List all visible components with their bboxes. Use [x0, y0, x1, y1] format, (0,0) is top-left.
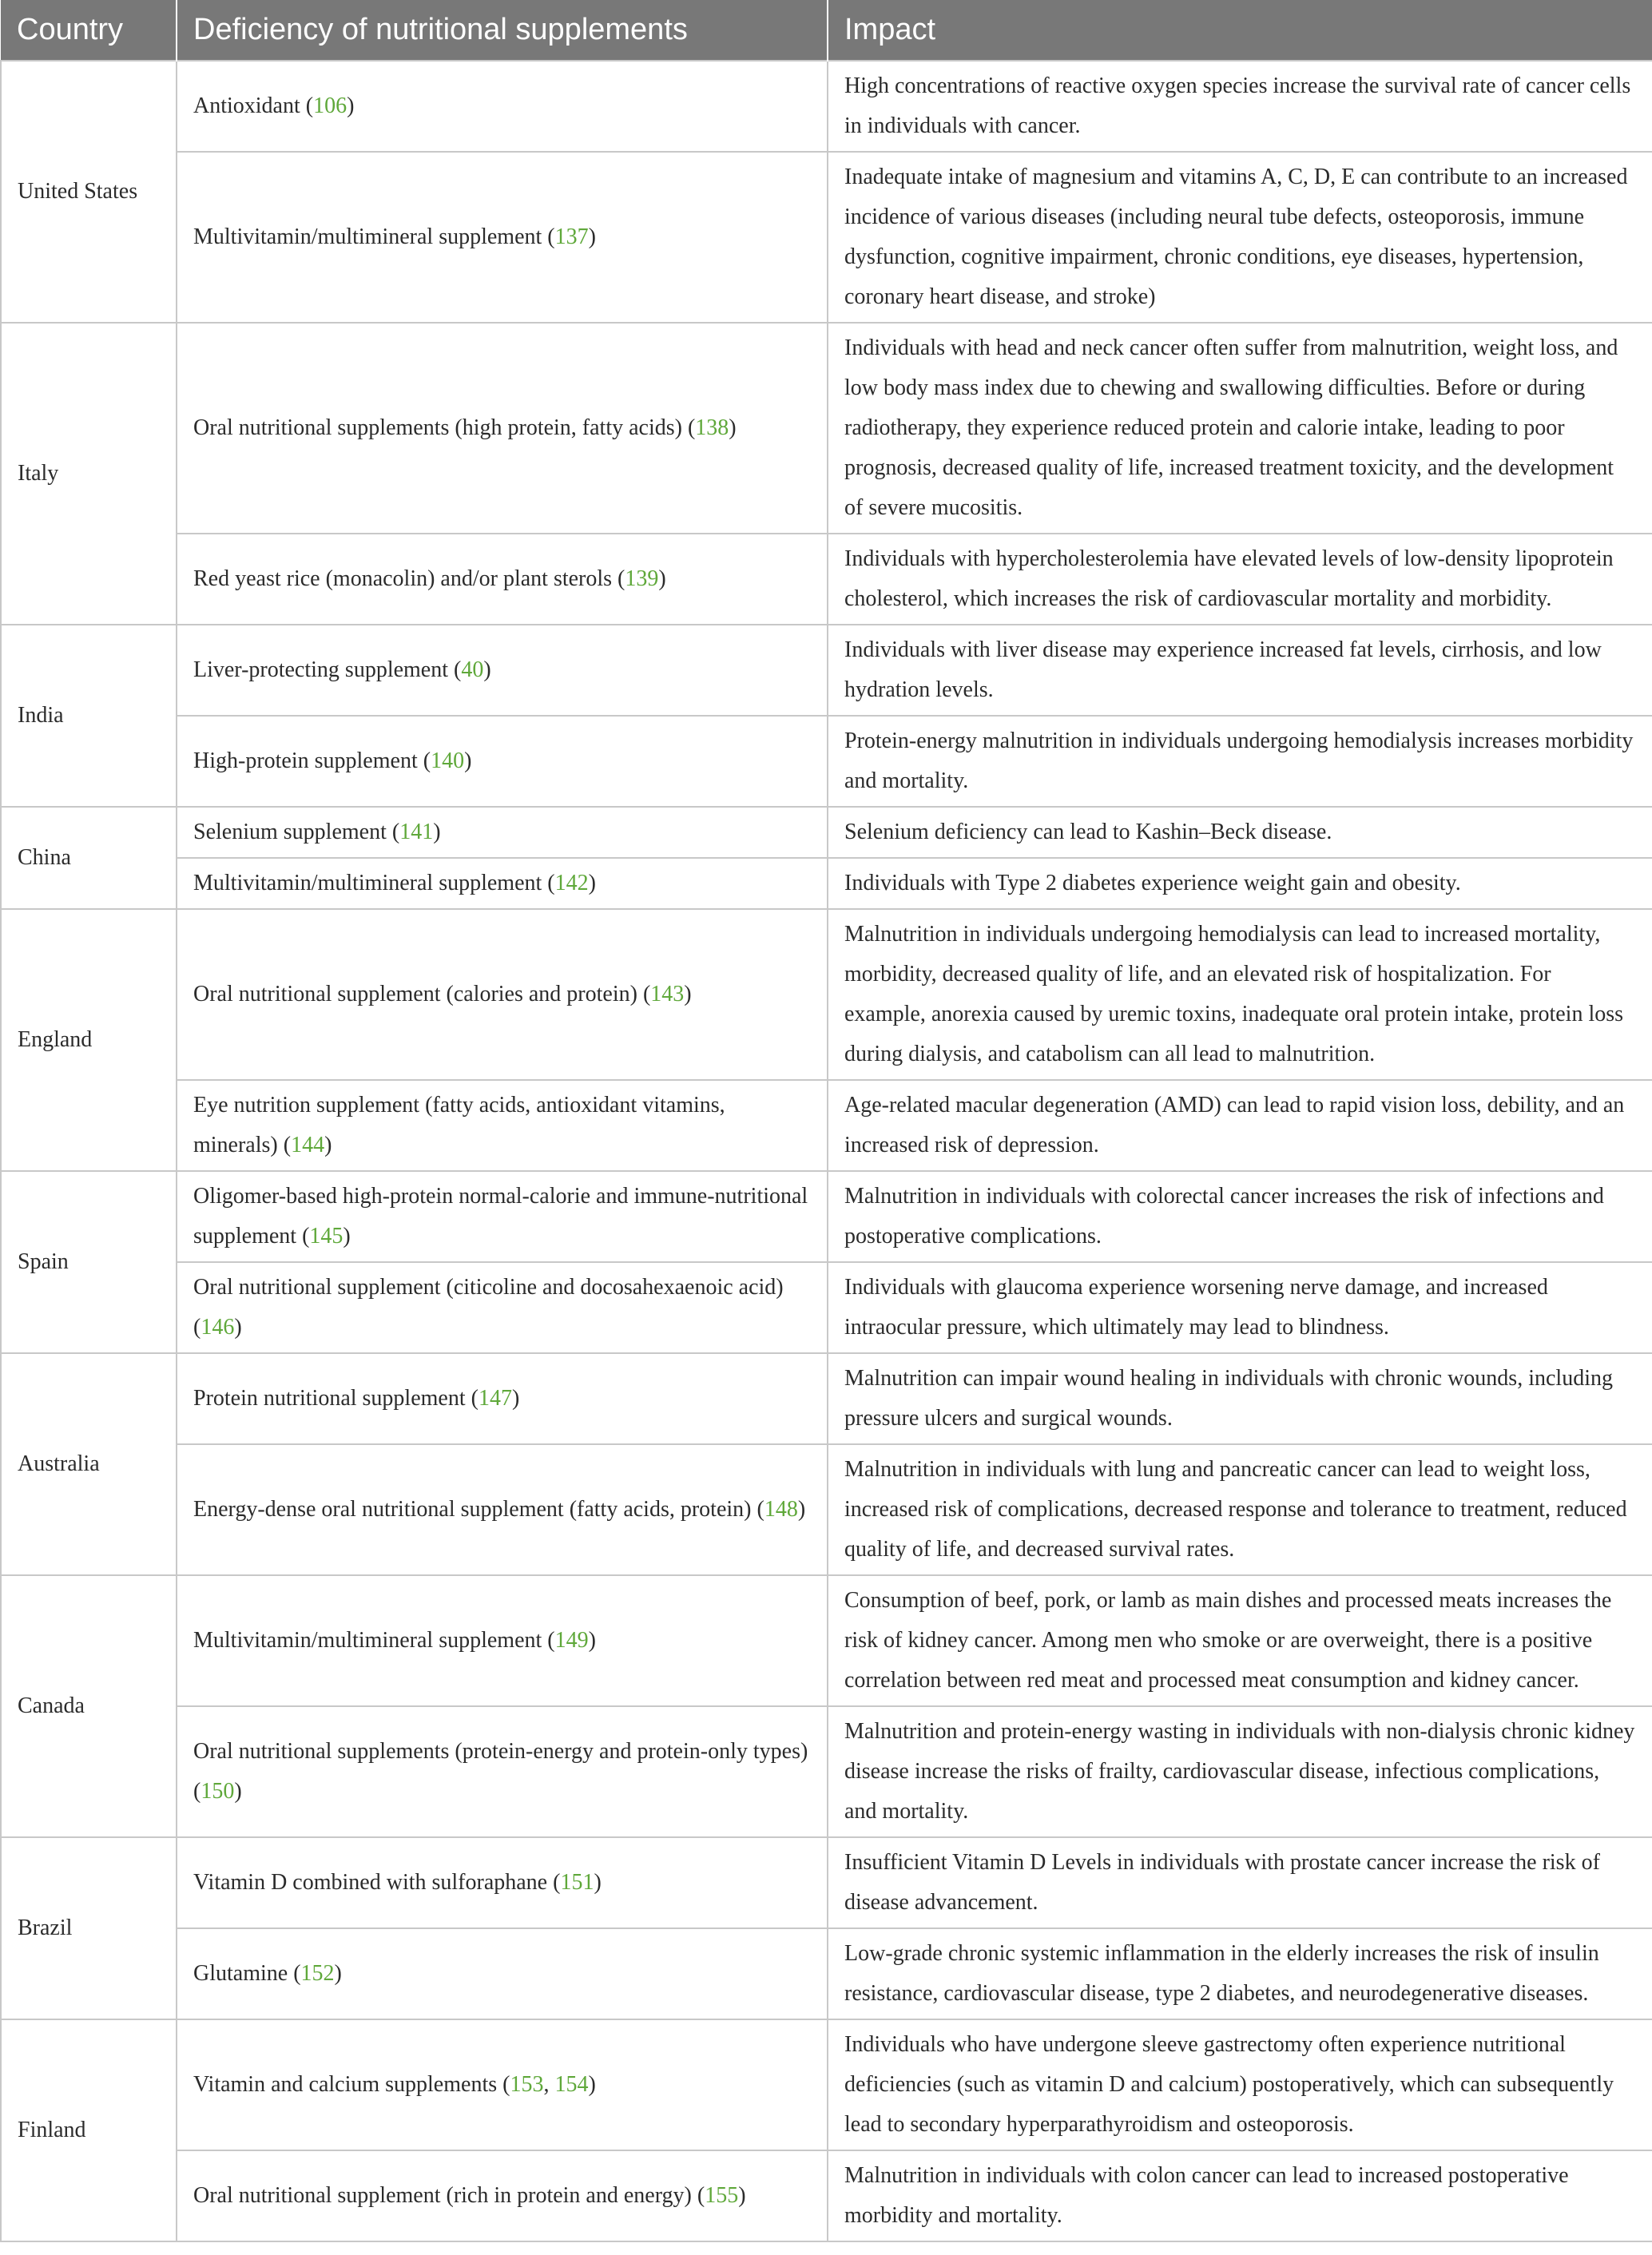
- impact-cell: Individuals with liver disease may experience increased fat levels, cirrhosis, and low hydration levels.: [828, 625, 1652, 716]
- impact-cell: Individuals with head and neck cancer often suffer from malnutrition, weight loss, and low body mass index due to chewing and swallowing difficulties. Before or during radiotherapy, they experience reduced protein and calorie intake, leading to poor prognosis, decreased quality of life, increased treatment toxicity, and the development of severe mucositis.: [828, 323, 1652, 534]
- supplement-text-end: ): [588, 2072, 596, 2097]
- supplement-text: Eye nutrition supplement (fatty acids, antioxidant vitamins, minerals) (: [193, 1093, 725, 1157]
- supplement-text: Oral nutritional supplement (calories and protein) (: [193, 982, 651, 1006]
- impact-cell: Individuals with glaucoma experience worsening nerve damage, and increased intraocular pressure, which ultimately may lead to blindness.: [828, 1262, 1652, 1353]
- supplement-text-end: ): [658, 566, 666, 591]
- impact-cell: Malnutrition in individuals with colorectal cancer increases the risk of infections and postoperative complications.: [828, 1171, 1652, 1262]
- supplement-text-end: ): [797, 1497, 806, 1522]
- header-impact: Impact: [828, 0, 1652, 61]
- country-cell: Canada: [1, 1575, 177, 1837]
- supplement-cell: [177, 534, 828, 625]
- supplement-cell: [177, 625, 828, 716]
- table-row: [1, 1706, 1652, 1837]
- supplement-text-end: ): [588, 224, 596, 249]
- supplement-text-end: ): [729, 415, 737, 440]
- supplement-cell: [177, 807, 828, 858]
- supplement-cell: [177, 2150, 828, 2241]
- supplement-text-end: ): [483, 657, 491, 682]
- supplement-text-end: ): [334, 1961, 342, 1986]
- impact-cell: Malnutrition in individuals with lung and pancreatic cancer can lead to weight loss, increased risk of complications, decreased response and tolerance to treatment, reduced quality of life, and decreased survival rates.: [828, 1444, 1652, 1575]
- supplement-text-end: ): [511, 1386, 520, 1411]
- table-row: [1, 2150, 1652, 2241]
- impact-cell: Selenium deficiency can lead to Kashin–Beck disease.: [828, 807, 1652, 858]
- supplement-text: Multivitamin/multimineral supplement (: [193, 224, 555, 249]
- supplement-text: Vitamin and calcium supplements (: [193, 2072, 510, 2097]
- table-row: [1, 152, 1652, 323]
- supplement-cell: [177, 152, 828, 323]
- reference-link[interactable]: 149: [554, 1628, 589, 1653]
- reference-link[interactable]: 144: [291, 1133, 325, 1157]
- supplement-cell: [177, 1928, 828, 2019]
- country-cell: Australia: [1, 1353, 177, 1575]
- supplement-cell: [177, 323, 828, 534]
- impact-cell: Insufficient Vitamin D Levels in individuals with prostate cancer increase the risk of disease advancement.: [828, 1837, 1652, 1928]
- supplement-cell: [177, 61, 828, 152]
- reference-link[interactable]: 137: [554, 224, 589, 249]
- supplement-text: Glutamine (: [193, 1961, 301, 1986]
- reference-link[interactable]: 138: [695, 415, 729, 440]
- supplement-text-end: ): [433, 820, 441, 844]
- table-row: [1, 1262, 1652, 1353]
- supplement-cell: [177, 1444, 828, 1575]
- table-row: [1, 1171, 1652, 1262]
- reference-link[interactable]: 150: [201, 1779, 235, 1804]
- reference-link[interactable]: 139: [625, 566, 659, 591]
- reference-link[interactable]: 141: [399, 820, 434, 844]
- supplement-cell: [177, 1353, 828, 1444]
- reference-link[interactable]: 106: [313, 93, 347, 118]
- reference-link[interactable]: 155: [705, 2183, 739, 2208]
- supplement-cell: [177, 1706, 828, 1837]
- supplement-text-end: ): [343, 1224, 351, 1249]
- supplement-cell: [177, 716, 828, 807]
- table-row: [1, 1353, 1652, 1444]
- impact-cell: High concentrations of reactive oxygen species increase the survival rate of cancer cells in individuals with cancer.: [828, 61, 1652, 152]
- reference-link[interactable]: 154: [554, 2072, 589, 2097]
- impact-cell: Inadequate intake of magnesium and vitamins A, C, D, E can contribute to an increased incidence of various diseases (including neural tube defects, osteoporosis, immune dysfunction, cognitive impairment, chronic conditions, eye diseases, hypertension, coronary heart disease, and stroke): [828, 152, 1652, 323]
- supplement-cell: [177, 1575, 828, 1706]
- country-cell: China: [1, 807, 177, 909]
- country-cell: Spain: [1, 1171, 177, 1353]
- table-row: [1, 323, 1652, 534]
- supplement-text: Multivitamin/multimineral supplement (: [193, 871, 555, 895]
- supplement-text: Oligomer-based high-protein normal-calorie and immune-nutritional supplement (: [193, 1184, 808, 1249]
- supplement-text: Oral nutritional supplements (high protein, fatty acids) (: [193, 415, 696, 440]
- impact-cell: Individuals who have undergone sleeve gastrectomy often experience nutritional deficiencies (such as vitamin D and calcium) postoperatively, which can subsequently lead to secondary hyperparathyroidism and osteoporosis.: [828, 2019, 1652, 2150]
- reference-link[interactable]: 140: [431, 748, 465, 773]
- impact-cell: Malnutrition can impair wound healing in individuals with chronic wounds, including pressure ulcers and surgical wounds.: [828, 1353, 1652, 1444]
- supplement-text: Antioxidant (: [193, 93, 314, 118]
- reference-link[interactable]: 147: [478, 1386, 512, 1411]
- table-row: [1, 807, 1652, 858]
- supplement-text: Multivitamin/multimineral supplement (: [193, 1628, 555, 1653]
- table-row: [1, 1575, 1652, 1706]
- supplement-cell: [177, 1171, 828, 1262]
- impact-cell: Individuals with Type 2 diabetes experience weight gain and obesity.: [828, 858, 1652, 909]
- supplement-text: Vitamin D combined with sulforaphane (: [193, 1870, 561, 1895]
- table-row: [1, 625, 1652, 716]
- supplement-cell: [177, 1837, 828, 1928]
- reference-link[interactable]: 153: [510, 2072, 544, 2097]
- supplement-text: Energy-dense oral nutritional supplement (fatty acids, protein) (: [193, 1497, 764, 1522]
- supplement-text-end: ): [684, 982, 692, 1006]
- table-row: [1, 1080, 1652, 1171]
- reference-link[interactable]: 40: [461, 657, 484, 682]
- supplement-text: High-protein supplement (: [193, 748, 431, 773]
- supplement-cell: [177, 1080, 828, 1171]
- supplement-cell: [177, 909, 828, 1080]
- table-row: [1, 1928, 1652, 2019]
- header-deficiency: Deficiency of nutritional supplements: [177, 0, 828, 61]
- table-row: [1, 534, 1652, 625]
- country-cell: Finland: [1, 2019, 177, 2241]
- country-cell: Brazil: [1, 1837, 177, 2019]
- supplement-text: Protein nutritional supplement (: [193, 1386, 479, 1411]
- supplement-text-end: ): [347, 93, 355, 118]
- supplement-text-end: ): [588, 1628, 596, 1653]
- table-header: [1, 0, 1652, 61]
- reference-link[interactable]: 145: [309, 1224, 344, 1249]
- supplement-cell: [177, 858, 828, 909]
- table-row: [1, 909, 1652, 1080]
- supplement-cell: [177, 2019, 828, 2150]
- country-cell: England: [1, 909, 177, 1171]
- table-row: [1, 716, 1652, 807]
- supplement-text: Oral nutritional supplement (citicoline and docosahexaenoic acid) (: [193, 1275, 784, 1340]
- reference-link[interactable]: 151: [560, 1870, 594, 1895]
- supplement-text-end: ): [324, 1133, 332, 1157]
- impact-cell: Protein-energy malnutrition in individuals undergoing hemodialysis increases morbidity and mortality.: [828, 716, 1652, 807]
- header-country: Country: [1, 0, 177, 61]
- supplement-text-end: ): [234, 1779, 242, 1804]
- country-cell: Italy: [1, 323, 177, 625]
- impact-cell: Consumption of beef, pork, or lamb as main dishes and processed meats increases the risk of kidney cancer. Among men who smoke or are overweight, there is a positive correlation between red meat and processed meat consumption and kidney cancer.: [828, 1575, 1652, 1706]
- country-cell: India: [1, 625, 177, 807]
- reference-link[interactable]: 146: [201, 1315, 235, 1340]
- supplement-text: Oral nutritional supplement (rich in protein and energy) (: [193, 2183, 705, 2208]
- supplement-cell: [177, 1262, 828, 1353]
- table-body: [1, 61, 1652, 2241]
- reference-link[interactable]: 143: [650, 982, 685, 1006]
- supplement-text-end: ): [588, 871, 596, 895]
- impact-cell: Malnutrition in individuals with colon cancer can lead to increased postoperative morbidity and mortality.: [828, 2150, 1652, 2241]
- impact-cell: Age-related macular degeneration (AMD) can lead to rapid vision loss, debility, and an increased risk of depression.: [828, 1080, 1652, 1171]
- reference-link[interactable]: 148: [764, 1497, 798, 1522]
- table-row: [1, 61, 1652, 152]
- supplement-text-end: ): [738, 2183, 746, 2208]
- reference-separator: ,: [543, 2072, 555, 2097]
- table-row: [1, 1837, 1652, 1928]
- supplement-text-end: ): [234, 1315, 242, 1340]
- supplement-text-end: ): [594, 1870, 602, 1895]
- table-row: [1, 858, 1652, 909]
- impact-cell: Individuals with hypercholesterolemia have elevated levels of low-density lipoprotein cholesterol, which increases the risk of cardiovascular mortality and morbidity.: [828, 534, 1652, 625]
- impact-cell: Malnutrition in individuals undergoing hemodialysis can lead to increased mortality, morbidity, decreased quality of life, and an elevated risk of hospitalization. For example, anorexia caused by uremic toxins, inadequate oral protein intake, protein loss during dialysis, and catabolism can all lead to malnutrition.: [828, 909, 1652, 1080]
- impact-cell: Low-grade chronic systemic inflammation in the elderly increases the risk of insulin resistance, cardiovascular disease, type 2 diabetes, and neurodegenerative diseases.: [828, 1928, 1652, 2019]
- supplement-text: Liver-protecting supplement (: [193, 657, 462, 682]
- impact-cell: Malnutrition and protein-energy wasting in individuals with non-dialysis chronic kidney disease increase the risks of frailty, cardiovascular disease, infectious complications, and mortality.: [828, 1706, 1652, 1837]
- reference-link[interactable]: 142: [554, 871, 589, 895]
- header-row: [1, 0, 1652, 61]
- table-row: [1, 1444, 1652, 1575]
- table-row: [1, 2019, 1652, 2150]
- supplement-text-end: ): [464, 748, 472, 773]
- supplement-text: Selenium supplement (: [193, 820, 400, 844]
- country-cell: United States: [1, 61, 177, 323]
- supplement-text: Red yeast rice (monacolin) and/or plant sterols (: [193, 566, 625, 591]
- reference-link[interactable]: 152: [300, 1961, 335, 1986]
- supplement-text: Oral nutritional supplements (protein-energy and protein-only types) (: [193, 1739, 808, 1804]
